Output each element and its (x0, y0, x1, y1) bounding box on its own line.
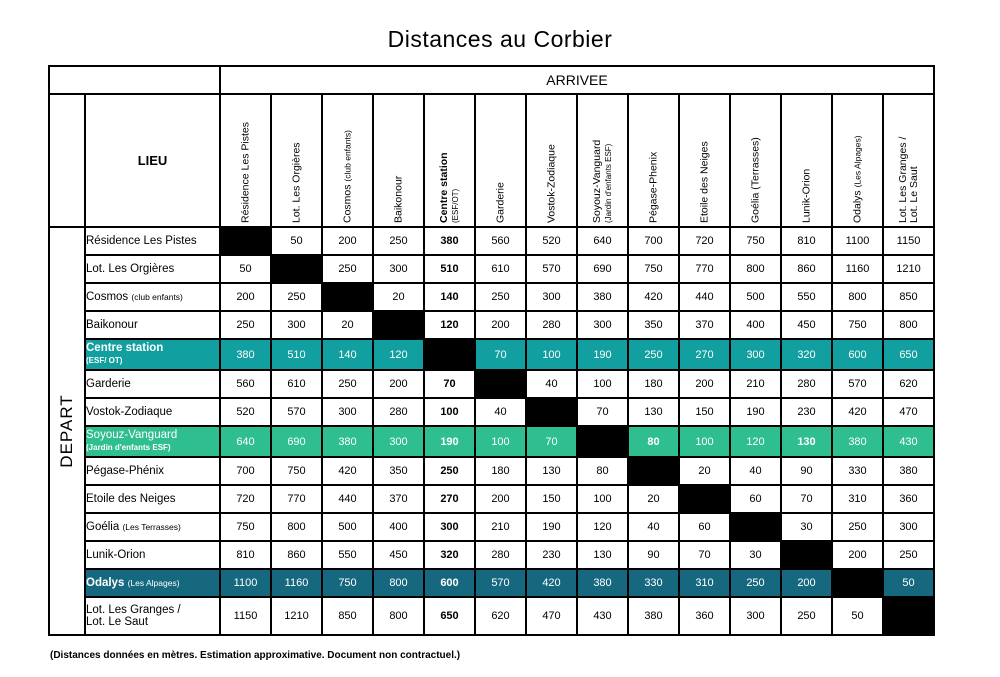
distance-cell: 200 (322, 227, 373, 255)
distance-cell: 1160 (271, 569, 322, 597)
distance-cell: 720 (220, 485, 271, 513)
distance-cell: 280 (475, 541, 526, 569)
table-row (49, 398, 934, 426)
distance-cell: 100 (577, 370, 628, 398)
distance-cell: 650 (424, 597, 475, 635)
table-row (49, 569, 934, 597)
col-header (577, 94, 628, 227)
distance-cell: 350 (628, 311, 679, 339)
table-row (49, 339, 934, 370)
distance-cell: 770 (679, 255, 730, 283)
distance-cell: 280 (373, 398, 424, 426)
distance-cell: 120 (577, 513, 628, 541)
arrivee-header: ARRIVEE (220, 66, 934, 94)
distance-cell: 150 (679, 398, 730, 426)
distance-cell: 750 (730, 227, 781, 255)
distance-cell: 250 (322, 255, 373, 283)
table-row (49, 426, 934, 457)
col-header-label: Etoile des Neiges (698, 140, 710, 223)
diagonal-cell (271, 255, 322, 283)
distance-cell: 50 (220, 255, 271, 283)
distance-cell: 380 (832, 426, 883, 457)
distance-cell: 70 (526, 426, 577, 457)
distance-cell: 250 (373, 227, 424, 255)
col-header (883, 94, 934, 227)
distance-cell: 250 (271, 283, 322, 311)
distance-cell: 100 (475, 426, 526, 457)
distance-cell: 20 (373, 283, 424, 311)
distance-cell: 70 (781, 485, 832, 513)
diagonal-cell (883, 597, 934, 635)
distance-cell: 70 (475, 339, 526, 370)
distance-cell: 430 (883, 426, 934, 457)
distance-cell: 100 (577, 485, 628, 513)
distance-cell: 250 (730, 569, 781, 597)
distance-cell: 40 (475, 398, 526, 426)
row-header: Odalys (Les Alpages) (85, 569, 220, 597)
distance-cell: 560 (475, 227, 526, 255)
footnote: (Distances données en mètres. Estimation approximative. Document non contractuel.) (50, 650, 461, 661)
distance-cell: 300 (322, 398, 373, 426)
col-header (220, 94, 271, 227)
distance-cell: 800 (832, 283, 883, 311)
distance-cell: 210 (730, 370, 781, 398)
col-header (475, 94, 526, 227)
col-header-label: Pégase-Phenix (647, 151, 659, 223)
distance-cell: 1100 (832, 227, 883, 255)
diagonal-cell (832, 569, 883, 597)
distance-cell: 300 (373, 255, 424, 283)
distance-cell: 200 (373, 370, 424, 398)
distance-cell: 440 (322, 485, 373, 513)
distance-cell: 70 (577, 398, 628, 426)
distance-cell: 200 (832, 541, 883, 569)
distance-cell: 190 (577, 339, 628, 370)
distance-cell: 700 (628, 227, 679, 255)
distance-cell: 120 (373, 339, 424, 370)
distance-cell: 570 (526, 255, 577, 283)
table-row (49, 513, 934, 541)
distance-cell: 50 (832, 597, 883, 635)
col-header-label: Vostok-Zodiaque (545, 143, 557, 223)
distance-cell: 200 (679, 370, 730, 398)
distance-cell: 190 (730, 398, 781, 426)
col-header (271, 94, 322, 227)
distance-cell: 60 (730, 485, 781, 513)
distance-cell: 300 (730, 597, 781, 635)
distance-cell: 400 (373, 513, 424, 541)
diagonal-cell (730, 513, 781, 541)
row-header: Garderie (85, 370, 220, 398)
distance-cell: 300 (271, 311, 322, 339)
row-header: Lot. Les Granges / Lot. Le Saut (85, 597, 220, 635)
distance-cell: 310 (679, 569, 730, 597)
col-header-label: Lot. Les Orgières (290, 141, 302, 223)
distance-cell: 380 (628, 597, 679, 635)
table-row (49, 227, 934, 255)
distance-cell: 330 (832, 457, 883, 485)
row-header: Soyouz-Vanguard (Jardin d'enfants ESF) (85, 426, 220, 457)
distance-cell: 800 (373, 569, 424, 597)
distance-cell: 100 (424, 398, 475, 426)
diagonal-cell (220, 227, 271, 255)
distance-cell: 40 (628, 513, 679, 541)
distance-cell: 130 (781, 426, 832, 457)
table-row (49, 311, 934, 339)
distance-cell: 810 (220, 541, 271, 569)
distance-cell: 190 (424, 426, 475, 457)
diagonal-cell (679, 485, 730, 513)
diagonal-cell (577, 426, 628, 457)
table-row (49, 255, 934, 283)
distance-cell: 140 (424, 283, 475, 311)
distance-cell: 250 (883, 541, 934, 569)
distance-cell: 620 (883, 370, 934, 398)
diagonal-cell (373, 311, 424, 339)
distance-cell: 500 (730, 283, 781, 311)
distance-cell: 50 (883, 569, 934, 597)
distance-cell: 800 (883, 311, 934, 339)
distance-cell: 40 (730, 457, 781, 485)
distance-cell: 250 (220, 311, 271, 339)
col-header (526, 94, 577, 227)
distance-matrix-table (48, 65, 935, 636)
table-row (49, 457, 934, 485)
distance-cell: 750 (832, 311, 883, 339)
distance-cell: 250 (475, 283, 526, 311)
distance-cell: 280 (526, 311, 577, 339)
col-header-label: Résidence Les Pistes (239, 121, 251, 223)
distance-cell: 550 (781, 283, 832, 311)
distance-cell: 80 (628, 426, 679, 457)
distance-cell: 20 (628, 485, 679, 513)
distance-cell: 320 (424, 541, 475, 569)
diagonal-cell (475, 370, 526, 398)
col-header (373, 94, 424, 227)
col-header-label: Odalys (Les Alpages) (851, 134, 863, 223)
distance-cell: 1100 (220, 569, 271, 597)
distance-cell: 40 (526, 370, 577, 398)
distance-cell: 470 (883, 398, 934, 426)
diagonal-cell (781, 541, 832, 569)
distance-cell: 770 (271, 485, 322, 513)
distance-cell: 690 (577, 255, 628, 283)
distance-cell: 180 (628, 370, 679, 398)
distance-cell: 120 (730, 426, 781, 457)
distance-cell: 20 (679, 457, 730, 485)
distance-cell: 860 (271, 541, 322, 569)
distance-cell: 640 (577, 227, 628, 255)
col-header-label: Cosmos (club enfants) (341, 129, 353, 223)
distance-cell: 380 (577, 569, 628, 597)
distance-cell: 810 (781, 227, 832, 255)
distance-cell: 90 (781, 457, 832, 485)
distance-cell: 570 (475, 569, 526, 597)
distance-cell: 310 (832, 485, 883, 513)
distance-cell: 360 (883, 485, 934, 513)
column-header-row (49, 94, 934, 227)
distance-cell: 800 (730, 255, 781, 283)
diagonal-cell (628, 457, 679, 485)
col-header-label: Centre station (ESF/OT) (437, 151, 460, 223)
distance-cell: 430 (577, 597, 628, 635)
col-header (832, 94, 883, 227)
distance-cell: 570 (271, 398, 322, 426)
distance-cell: 60 (679, 513, 730, 541)
distance-cell: 750 (271, 457, 322, 485)
col-header (424, 94, 475, 227)
col-header-label: Lunik-Orion (800, 168, 812, 223)
distance-cell: 850 (322, 597, 373, 635)
depart-label: DEPART (57, 394, 76, 468)
distance-cell: 130 (526, 457, 577, 485)
distance-cell: 380 (220, 339, 271, 370)
distance-cell: 720 (679, 227, 730, 255)
distance-cell: 70 (424, 370, 475, 398)
distance-cell: 250 (628, 339, 679, 370)
distance-cell: 280 (781, 370, 832, 398)
col-header (322, 94, 373, 227)
distance-cell: 180 (475, 457, 526, 485)
distance-cell: 320 (781, 339, 832, 370)
distance-cell: 130 (577, 541, 628, 569)
lieu-header: LIEU (85, 94, 220, 227)
distance-cell: 560 (220, 370, 271, 398)
distance-cell: 1160 (832, 255, 883, 283)
distance-cell: 650 (883, 339, 934, 370)
distance-cell: 360 (679, 597, 730, 635)
distance-cell: 440 (679, 283, 730, 311)
distance-cell: 850 (883, 283, 934, 311)
distance-cell: 610 (475, 255, 526, 283)
distance-cell: 200 (475, 485, 526, 513)
distance-cell: 380 (424, 227, 475, 255)
distance-cell: 300 (730, 339, 781, 370)
distance-cell: 520 (526, 227, 577, 255)
distance-cell: 30 (730, 541, 781, 569)
table-row (49, 283, 934, 311)
distance-cell: 420 (628, 283, 679, 311)
distance-cell: 200 (781, 569, 832, 597)
distance-cell: 450 (781, 311, 832, 339)
row-header: Vostok-Zodiaque (85, 398, 220, 426)
distance-cell: 370 (373, 485, 424, 513)
distance-cell: 380 (883, 457, 934, 485)
row-header: Baikonour (85, 311, 220, 339)
distance-cell: 550 (322, 541, 373, 569)
col-header-label: Baikonour (392, 175, 404, 223)
distance-cell: 190 (526, 513, 577, 541)
col-header (730, 94, 781, 227)
distance-cell: 300 (526, 283, 577, 311)
distance-cell: 120 (424, 311, 475, 339)
distance-cell: 210 (475, 513, 526, 541)
distance-cell: 420 (322, 457, 373, 485)
row-header: Centre station (ESF/ OT) (85, 339, 220, 370)
blank-corner (49, 66, 220, 94)
row-header: Etoile des Neiges (85, 485, 220, 513)
distance-cell: 30 (781, 513, 832, 541)
distance-cell: 620 (475, 597, 526, 635)
distance-cell: 270 (679, 339, 730, 370)
table-row (49, 541, 934, 569)
distance-cell: 250 (781, 597, 832, 635)
col-header-label: Lot. Les Granges / Lot. Le Saut (896, 136, 920, 223)
distance-cell: 1150 (883, 227, 934, 255)
diagonal-cell (526, 398, 577, 426)
distance-cell: 300 (424, 513, 475, 541)
diagonal-cell (322, 283, 373, 311)
distance-cell: 380 (322, 426, 373, 457)
distance-cell: 510 (271, 339, 322, 370)
distance-cell: 100 (679, 426, 730, 457)
distance-cell: 200 (475, 311, 526, 339)
distance-cell: 750 (628, 255, 679, 283)
distance-cell: 800 (271, 513, 322, 541)
distance-cell: 1150 (220, 597, 271, 635)
distance-cell: 250 (322, 370, 373, 398)
distance-cell: 140 (322, 339, 373, 370)
row-header: Lunik-Orion (85, 541, 220, 569)
col-header (628, 94, 679, 227)
row-header: Goélia (Les Terrasses) (85, 513, 220, 541)
depart-header (49, 227, 85, 635)
distance-cell: 330 (628, 569, 679, 597)
distance-cell: 300 (883, 513, 934, 541)
distance-cell: 150 (526, 485, 577, 513)
distance-cell: 400 (730, 311, 781, 339)
distance-cell: 300 (577, 311, 628, 339)
distance-cell: 750 (220, 513, 271, 541)
row-header: Résidence Les Pistes (85, 227, 220, 255)
distance-cell: 570 (832, 370, 883, 398)
distance-cell: 600 (424, 569, 475, 597)
distance-cell: 380 (577, 283, 628, 311)
distance-cell: 700 (220, 457, 271, 485)
col-header (679, 94, 730, 227)
distance-cell: 510 (424, 255, 475, 283)
col-header (781, 94, 832, 227)
distance-cell: 50 (271, 227, 322, 255)
distance-cell: 600 (832, 339, 883, 370)
distance-cell: 230 (781, 398, 832, 426)
table-row (49, 597, 934, 635)
distance-cell: 130 (628, 398, 679, 426)
row-header: Pégase-Phénix (85, 457, 220, 485)
distance-cell: 690 (271, 426, 322, 457)
page-title: Distances au Corbier (387, 26, 613, 52)
col-header-label: Goélia (Terrasses) (749, 136, 761, 223)
distance-cell: 90 (628, 541, 679, 569)
col-header-label: Garderie (494, 181, 506, 223)
distance-cell: 640 (220, 426, 271, 457)
distance-cell: 370 (679, 311, 730, 339)
distance-cell: 500 (322, 513, 373, 541)
row-header: Lot. Les Orgières (85, 255, 220, 283)
distance-cell: 350 (373, 457, 424, 485)
distance-cell: 250 (832, 513, 883, 541)
distance-cell: 750 (322, 569, 373, 597)
distance-cell: 520 (220, 398, 271, 426)
distance-cell: 450 (373, 541, 424, 569)
blank-cell (49, 94, 85, 227)
distance-cell: 420 (832, 398, 883, 426)
col-header-label: Soyouz-Vanguard (Jardin d'enfants ESF) (590, 139, 613, 223)
distance-cell: 250 (424, 457, 475, 485)
distance-cell: 610 (271, 370, 322, 398)
distance-cell: 1210 (883, 255, 934, 283)
distance-cell: 230 (526, 541, 577, 569)
row-header: Cosmos (club enfants) (85, 283, 220, 311)
distance-cell: 200 (220, 283, 271, 311)
distance-cell: 300 (373, 426, 424, 457)
distance-cell: 100 (526, 339, 577, 370)
distance-cell: 420 (526, 569, 577, 597)
distance-cell: 1210 (271, 597, 322, 635)
distance-cell: 70 (679, 541, 730, 569)
diagonal-cell (424, 339, 475, 370)
table-row (49, 370, 934, 398)
table-row (49, 485, 934, 513)
distance-cell: 860 (781, 255, 832, 283)
distance-cell: 470 (526, 597, 577, 635)
distance-cell: 20 (322, 311, 373, 339)
distance-cell: 270 (424, 485, 475, 513)
distance-cell: 80 (577, 457, 628, 485)
arrivee-band-row (49, 66, 934, 94)
distance-cell: 800 (373, 597, 424, 635)
